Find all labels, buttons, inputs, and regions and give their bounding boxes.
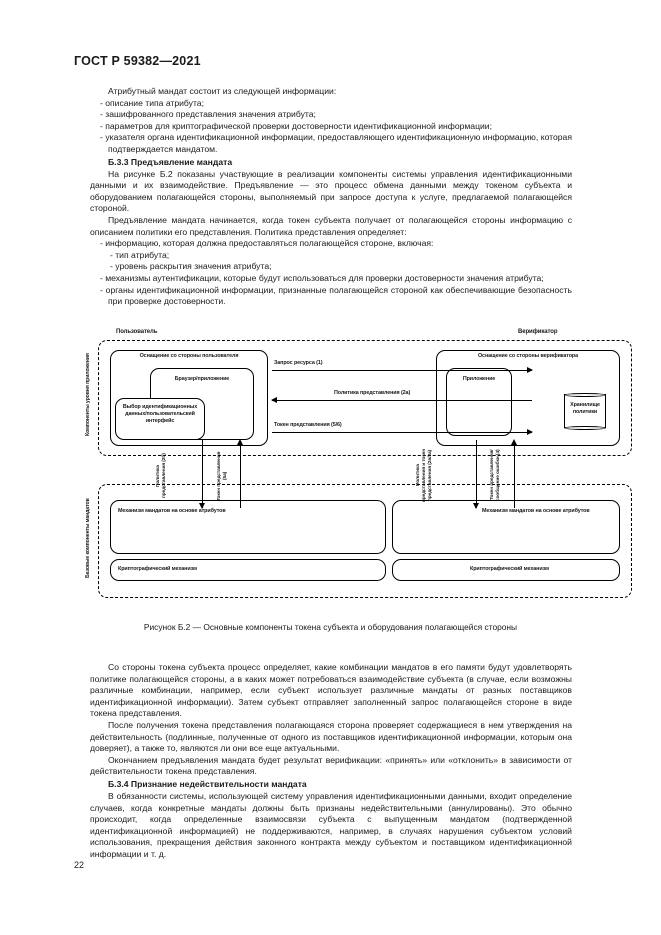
figure-arrow-presentation-token-label: Токен представления (5/6) — [274, 422, 342, 428]
figure-arrow-resource-request-head — [527, 367, 533, 373]
figure-box-browser-app-label: Браузер/приложение — [174, 376, 230, 382]
list-item: - тип атрибута; — [110, 249, 170, 260]
paragraph-b33-1: На рисунке Б.2 показаны участвующие в реализации компоненты системы управления идентификационными данными и их взаимодействие. Предъявление — это процесс обмена данными между токеном субъекта и оборудованием полагающейся стороны, выполняемый при запросе доступа к услуге, предлагаемой полагающейся стороной. — [90, 168, 572, 214]
section-heading-b34: Б.3.4 Признание недействительности мандата — [108, 779, 307, 790]
page-number: 22 — [74, 860, 85, 870]
figure-arrow-presentation-token-line — [272, 432, 532, 433]
list-item: - механизмы аутентификации, которые будут использоваться для проверки достоверности значения атрибута; — [100, 273, 544, 283]
figure-arrow-resource-request-label: Запрос ресурса (1) — [274, 360, 323, 366]
figure-arrow-presentation-policy-head — [271, 397, 277, 403]
paragraph-b33-2: Предъявление мандата начинается, когда токен субъекта получает от полагающейся стороны информацию с описанием политики его представления. Политика представления определяет: — [90, 215, 572, 237]
figure-arrow-token-right-label: Токен представления/сообщение ошибки (4) — [490, 449, 501, 501]
figure-box-credential-mechanism-left-label: Механизм мандатов на основе атрибутов — [118, 508, 226, 514]
figure-label-user: Пользователь — [116, 329, 158, 335]
paragraph-b33-5: Окончанием предъявления мандата будет результат верификации: «принять» или «отклонить» в зависимости от действительности токена представления. — [90, 754, 572, 777]
paragraph-b34-1: В обязанности системы, использующей систему управления идентификационными данными, входит определение случаев, когда конкретные мандаты должны быть признаны недействительными (аннулированы). Это обычно происходит, когда определенные взаимосвязи субъекта с выпущенным мандатом (подтвержденной идентификационной информацией) не поддерживаются, например, в случаях нарушения субъектом условий использования, прекращения действия законного контракта между субъектом и поставщиком идентификационной информации и т. д. — [90, 791, 572, 859]
figure-arrow-policy-left-head — [199, 503, 205, 509]
figure-arrow-presentation-token-head — [527, 429, 533, 435]
list-item: - уровень раскрытия значения атрибута; — [110, 261, 272, 272]
paragraph-intro: Атрибутный мандат состоит из следующей информации: — [108, 86, 337, 96]
list-item: - информацию, которая должна предоставляться полагающейся стороне, включая: — [100, 238, 434, 249]
figure-side-label-application-layer: Компоненты уровня приложения — [85, 353, 91, 437]
figure-arrow-policy-right-line — [476, 440, 477, 508]
figure-arrow-presentation-policy-label: Политика представления (2а) — [334, 390, 411, 396]
figure-arrow-resource-request-line — [272, 370, 532, 371]
figure-label-verifier: Верификатор — [518, 329, 558, 335]
list-item: - органы идентификационной информации, признанные полагающейся стороной как обеспечивающие безопасность при проверке достоверности. — [100, 284, 572, 307]
figure-box-application-label: Приложение — [462, 376, 496, 382]
figure-arrow-token-right-head — [511, 439, 517, 445]
figure-arrow-policy-left-line — [202, 440, 203, 508]
page-header: ГОСТ Р 59382—2021 — [74, 54, 201, 68]
body-text-bottom — [90, 662, 572, 861]
figure-arrow-token-left-label: Токен представления (5а) — [217, 451, 228, 501]
figure-arrow-token-left-head — [237, 439, 243, 445]
list-item: - указателя органа идентификационной информации, предоставляющего идентификационную информацию, которая подтверждается мандатом. — [100, 132, 572, 154]
body-text-top — [90, 86, 572, 308]
section-heading-b33: Б.3.3 Предъявление мандата — [108, 157, 233, 168]
figure-caption: Рисунок Б.2 — Основные компоненты токена субъекта и оборудования полагающейся стороны — [143, 622, 518, 632]
paragraph-b33-4: После получения токена представления полагающаяся сторона проверяет содержащиеся в нем утверждения на действительность (подлинные, полученные от одного из поставщиков идентификационной информации, которым она доверяет), а также то, являются ли они все еще актуальными. — [90, 719, 572, 754]
figure-arrow-policy-right-head — [473, 503, 479, 509]
figure-arrow-token-right-line — [514, 444, 515, 508]
figure-box-policy-storage-label: Хранилище политики — [570, 402, 600, 415]
list-item: - описание типа атрибута; — [100, 97, 204, 108]
list-item: - зашифрованного представления значения атрибута; — [100, 109, 316, 120]
figure-box-credential-select-label: Выбор идентификационных данных/пользовательский интерфейс — [122, 404, 198, 424]
figure-side-label-base-components: Базовые компоненты мандатов — [85, 498, 91, 578]
figure-box-crypto-mechanism-left-label: Криптографический механизм — [118, 566, 197, 572]
figure-box-verifier-equipment-label: Оснащение со стороны верификатора — [477, 353, 579, 359]
figure-arrow-policy-left-label: Политика представления (2б) — [156, 453, 167, 499]
figure-box-user-equipment-label: Оснащение со стороны пользователя — [139, 353, 239, 359]
figure-arrow-policy-right-label: Политика представления и токен представления (2в/3а) — [416, 448, 433, 502]
figure-arrow-presentation-policy-line — [272, 400, 532, 401]
list-item: - параметров для криптографической проверки достоверности идентификационной информации; — [100, 120, 492, 131]
figure-b2 — [84, 328, 632, 613]
figure-arrow-token-left-line — [240, 444, 241, 508]
paragraph-b33-3: Со стороны токена субъекта процесс определяет, какие комбинации мандатов в его памяти будут удовлетворять политике полагающейся стороны, а в каких может потребоваться взаимодействие субъекта (в случае, если возможны различные комбинации, например, если субъект использует различные мандаты от разных поставщиков идентификационной информации). Затем субъект отправляет заполненный запрос полагающейся стороне в виде токена представления. — [90, 662, 572, 719]
figure-box-credential-mechanism-right-label: Механизм мандатов на основе атрибутов — [482, 508, 590, 514]
figure-box-crypto-mechanism-right-label: Криптографический механизм — [470, 566, 549, 572]
